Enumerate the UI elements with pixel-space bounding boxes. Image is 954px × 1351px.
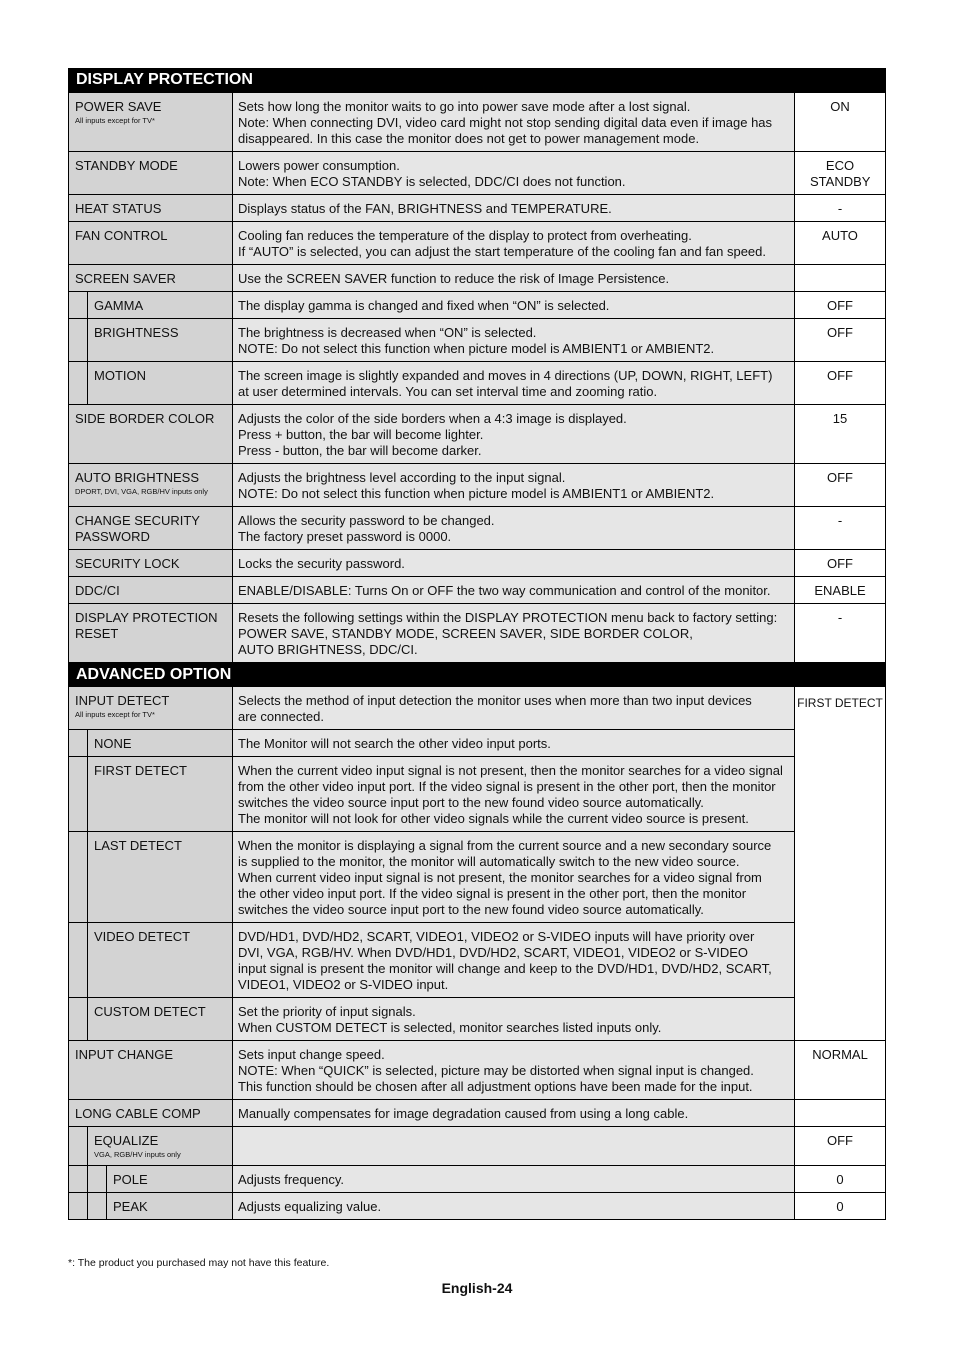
table-row: [68, 464, 886, 507]
table-row: [68, 1127, 886, 1166]
setting-note: DPORT, DVI, VGA, RGB/HV inputs only: [75, 487, 208, 496]
setting-description: Adjusts equalizing value.: [232, 1193, 795, 1219]
setting-description: Set the priority of input signals. When CUSTOM DETECT is selected, monitor searches listed inputs only.: [232, 998, 795, 1040]
setting-default: ENABLE: [795, 577, 885, 603]
setting-default: [795, 1100, 885, 1126]
setting-default: ECO STANDBY: [795, 152, 885, 194]
setting-name: HEAT STATUS: [75, 201, 162, 216]
setting-description: [232, 1127, 795, 1165]
setting-default: -: [795, 507, 885, 549]
setting-description: Selects the method of input detection the monitor uses when more than two input devices are connected.: [232, 687, 795, 729]
setting-name: CHANGE SECURITY PASSWORD: [75, 513, 200, 544]
table-row: [68, 1041, 886, 1100]
setting-description: Sets how long the monitor waits to go into power save mode after a lost signal. Note: When connecting DVI, video card might not stop sending digital data even if image has disappeared. In this case the monitor does not get to power management mode.: [232, 93, 795, 151]
setting-default: OFF: [795, 1127, 885, 1165]
setting-description: Allows the security password to be changed. The factory preset password is 0000.: [232, 507, 795, 549]
setting-description: ENABLE/DISABLE: Turns On or OFF the two way communication and control of the monitor.: [232, 577, 795, 603]
setting-description: Adjusts the brightness level according to the input signal. NOTE: Do not select this function when picture model is AMBIENT1 or AMBIENT2.: [232, 464, 795, 506]
table-row: [69, 757, 795, 832]
setting-description: Adjusts frequency.: [232, 1166, 795, 1192]
setting-default: OFF: [795, 550, 885, 576]
setting-name: BRIGHTNESS: [94, 325, 179, 340]
table-row: [68, 550, 886, 577]
setting-default: [795, 265, 885, 291]
setting-name: DISPLAY PROTECTION RESET: [75, 610, 218, 641]
setting-description: The brightness is decreased when “ON” is selected. NOTE: Do not select this function when picture model is AMBIENT1 or AMBIENT2.: [232, 319, 795, 361]
setting-default: NORMAL: [795, 1041, 885, 1099]
setting-name: SCREEN SAVER: [75, 271, 176, 286]
setting-description: When the monitor is displaying a signal from the current source and a new secondary source is supplied to the monitor, the monitor will automatically switch to the new video source. When current video input signal is not present, the monitor searches for a video signal from the other video input port. If the video signal is present in the other port, then the monitor switches the video source input port to the new found video source automatically.: [232, 832, 795, 922]
table-row: [68, 222, 886, 265]
setting-name: INPUT CHANGE: [75, 1047, 173, 1062]
table-row: [68, 362, 886, 405]
setting-default: -: [795, 604, 885, 662]
setting-name: LAST DETECT: [94, 838, 182, 853]
setting-description: Manually compensates for image degradation caused from using a long cable.: [232, 1100, 795, 1126]
setting-description: The Monitor will not search the other video input ports.: [232, 730, 795, 756]
table-row: [68, 195, 886, 222]
setting-name: DDC/CI: [75, 583, 120, 598]
table-row: [68, 577, 886, 604]
setting-name: VIDEO DETECT: [94, 929, 191, 944]
table-row: [68, 604, 886, 663]
setting-default: 15: [795, 405, 885, 463]
setting-default: OFF: [795, 292, 885, 318]
setting-default: OFF: [795, 362, 885, 404]
setting-description: The screen image is slightly expanded and moves in 4 directions (UP, DOWN, RIGHT, LEFT) at user determined intervals. You can set interval time and zooming ratio.: [232, 362, 795, 404]
setting-name: STANDBY MODE: [75, 158, 178, 173]
setting-name: SIDE BORDER COLOR: [75, 411, 215, 426]
settings-table: [68, 68, 886, 1220]
table-row: [69, 687, 795, 730]
setting-name: GAMMA: [94, 298, 144, 313]
setting-name: NONE: [94, 736, 132, 751]
setting-name: FIRST DETECT: [94, 763, 187, 778]
table-row: [68, 507, 886, 550]
setting-name: FAN CONTROL: [75, 228, 168, 243]
table-row: [69, 923, 795, 998]
setting-description: Adjusts the color of the side borders when a 4:3 image is displayed. Press + button, the bar will become lighter. Press - button, the bar will become darker.: [232, 405, 795, 463]
setting-default: 0: [795, 1166, 885, 1192]
setting-note: All inputs except for TV*: [75, 116, 155, 125]
page-number: English-24: [441, 1280, 513, 1296]
setting-name: PEAK: [113, 1199, 148, 1214]
setting-name: EQUALIZE: [94, 1133, 159, 1148]
setting-description: Cooling fan reduces the temperature of the display to protect from overheating. If “AUTO” is selected, you can adjust the start temperature of the cooling fan and fan speed.: [232, 222, 795, 264]
table-row: [68, 405, 886, 464]
setting-description: DVD/HD1, DVD/HD2, SCART, VIDEO1, VIDEO2 or S-VIDEO inputs will have priority over DVI, VGA, RGB/HV. When DVD/HD1, DVD/HD2, SCART, VIDEO1, VIDEO2 or S-VIDEO input signal is present the monitor will change and keep to the DVD/HD1, DVD/HD2, SCART, VIDEO1, VIDEO2 or S-VIDEO input.: [232, 923, 795, 997]
table-row: [68, 292, 886, 319]
table-row: [68, 265, 886, 292]
setting-name: MOTION: [94, 368, 146, 383]
section-header-advanced-option: ADVANCED OPTION: [68, 663, 886, 687]
setting-default: 0: [795, 1193, 885, 1219]
setting-default: -: [795, 195, 885, 221]
table-row: [69, 998, 795, 1040]
setting-default: OFF: [795, 464, 885, 506]
setting-description: Locks the security password.: [232, 550, 795, 576]
setting-default: OFF: [795, 319, 885, 361]
setting-default: FIRST DETECT: [795, 687, 885, 1040]
setting-name: LONG CABLE COMP: [75, 1106, 201, 1121]
table-row: [68, 1193, 886, 1220]
setting-name: POLE: [113, 1172, 148, 1187]
setting-description: The display gamma is changed and fixed when “ON” is selected.: [232, 292, 795, 318]
setting-description: Sets input change speed. NOTE: When “QUICK” is selected, picture may be distorted when signal input is changed. This function should be chosen after all adjustment options have been made for the input.: [232, 1041, 795, 1099]
setting-default: ON: [795, 93, 885, 151]
table-row: [68, 92, 886, 152]
setting-description: Lowers power consumption. Note: When ECO STANDBY is selected, DDC/CI does not function.: [232, 152, 795, 194]
setting-description: Resets the following settings within the DISPLAY PROTECTION menu back to factory setting: POWER SAVE, STANDBY MODE, SCREEN SAVER, SIDE BORDER COLOR, AUTO BRIGHTNESS, DDC/CI.: [232, 604, 795, 662]
setting-name: INPUT DETECT: [75, 693, 170, 708]
table-row: [69, 832, 795, 923]
setting-description: Use the SCREEN SAVER function to reduce the risk of Image Persistence.: [232, 265, 795, 291]
setting-description: Displays status of the FAN, BRIGHTNESS and TEMPERATURE.: [232, 195, 795, 221]
table-row: [68, 152, 886, 195]
setting-name: POWER SAVE: [75, 99, 162, 114]
table-row: [68, 1100, 886, 1127]
footnote: *: The product you purchased may not have this feature.: [68, 1257, 330, 1269]
setting-default: AUTO: [795, 222, 885, 264]
table-row: [69, 730, 795, 757]
setting-note: VGA, RGB/HV inputs only: [94, 1150, 181, 1159]
table-row: [68, 319, 886, 362]
setting-name: SECURITY LOCK: [75, 556, 180, 571]
setting-name: CUSTOM DETECT: [94, 1004, 206, 1019]
table-row: [68, 1166, 886, 1193]
setting-name: AUTO BRIGHTNESS: [75, 470, 200, 485]
setting-note: All inputs except for TV*: [75, 710, 155, 719]
setting-description: When the current video input signal is not present, then the monitor searches for a video signal from the other video input port. If the video signal is present in the other port, then the monitor switches the video source input port to the new found video source automatically. The monitor will not look for other video signals while the current video source is present.: [232, 757, 795, 831]
input-detect-group: [68, 687, 886, 1041]
section-header-display-protection: DISPLAY PROTECTION: [68, 68, 886, 92]
